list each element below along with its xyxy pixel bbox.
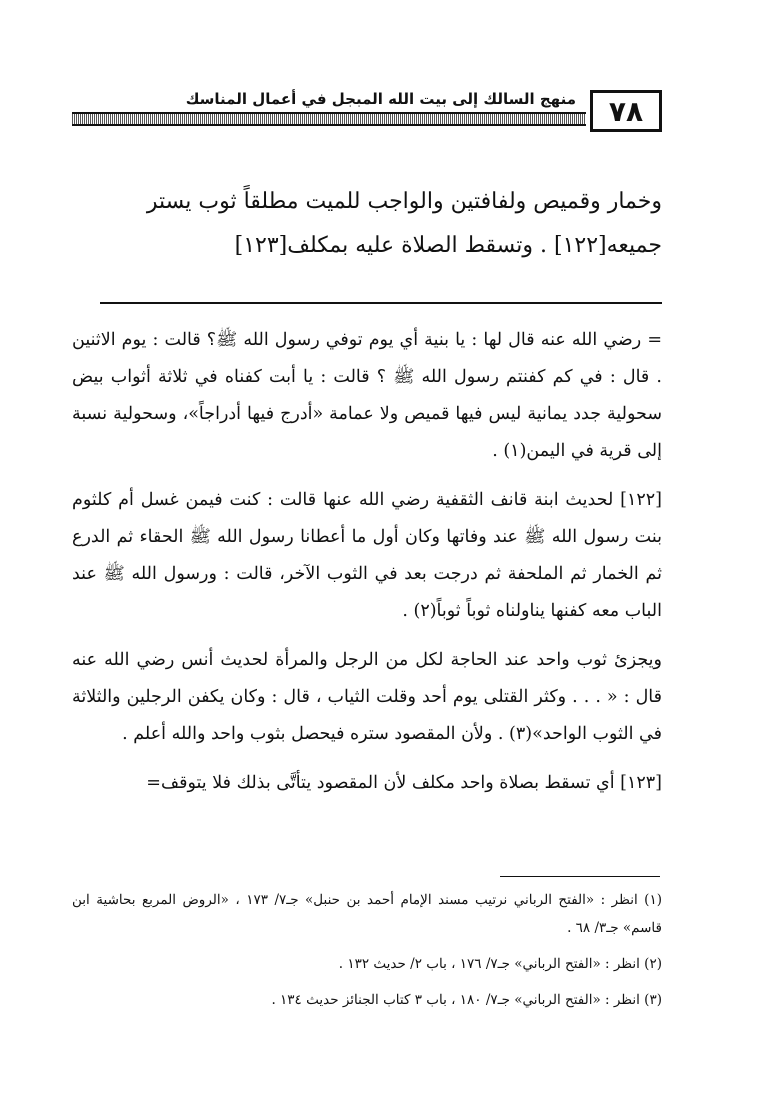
footnotes xyxy=(72,886,662,1022)
header-rule xyxy=(72,112,586,126)
note-paragraph: ويجزئ ثوب واحد عند الحاجة لكل من الرجل والمرأة لحديث أنس رضي الله عنه قال : « . . . وكثر القتلى يوم أحد وقلت الثياب ، قال : وكان يكفن الرجلين والثلاثة في الثوب الواحد»(٣) . ولأن المقصود ستره فيحصل بثوب واحد والله أعلم . xyxy=(72,650,662,744)
page-number: ٧٨ xyxy=(590,90,662,132)
footnote: (١) انظر : «الفتح الرباني نرتيب مسند الإمام أحمد بن حنبل» جـ٧/ ١٧٣ ، «الروض المربع بحاشية ابن قاسم» جـ٣/ ٦٨ . xyxy=(72,892,662,936)
footnote-separator xyxy=(500,876,660,877)
note-paragraph: = رضي الله عنه قال لها : يا بنية أي يوم توفي رسول الله ﷺ؟ قالت : يوم الاثنين . قال : في كم كفنتم رسول الله ﷺ ؟ قالت : يا أبت كفناه في ثلاثة أثواب بيض سحولية جدد يمانية ليس فيها قميص ولا عمامة «أدرج فيها أدراجاً»، وسحولية نسبة إلى قرية في اليمن(١) . xyxy=(72,330,662,461)
main-line-1: وخمار وقميص ولفافتين والواجب للميت مطلقاً ثوب يستر xyxy=(146,189,662,214)
main-text xyxy=(72,180,662,268)
footnote: (٣) انظر : «الفتح الرباني» جـ٧/ ١٨٠ ، باب ٣ كتاب الجنائز حديث ١٣٤ . xyxy=(271,992,662,1008)
note-paragraph: [١٢٢] لحديث ابنة قانف الثقفية رضي الله عنها قالت : كنت فيمن غسل أم كلثوم بنت رسول الله ﷺ عند وفاتها وكان أول ما أعطانا رسول الله ﷺ الحقاء ثم الدرع ثم الخمار ثم الملحفة ثم درجت بعد في الثوب الآخر، قالت : ورسول الله ﷺ عند الباب معه كفنها يناولناه ثوباً ثوباً(٢) . xyxy=(72,490,662,621)
commentary xyxy=(72,322,662,814)
note-paragraph: [١٢٣] أي تسقط بصلاة واحد مكلف لأن المقصود يتأتَّى بذلك فلا يتوقف= xyxy=(146,773,662,793)
footnote: (٢) انظر : «الفتح الرباني» جـ٧/ ١٧٦ ، باب ٢/ حديث ١٣٢ . xyxy=(338,956,662,972)
running-title: منهج السالك إلى بيت الله المبجل في أعمال المناسك xyxy=(185,90,576,108)
main-separator xyxy=(100,302,662,304)
main-line-2: جميعه[١٢٢] . وتسقط الصلاة عليه بمكلف[١٢٣] xyxy=(234,233,662,258)
page-header xyxy=(72,86,662,136)
